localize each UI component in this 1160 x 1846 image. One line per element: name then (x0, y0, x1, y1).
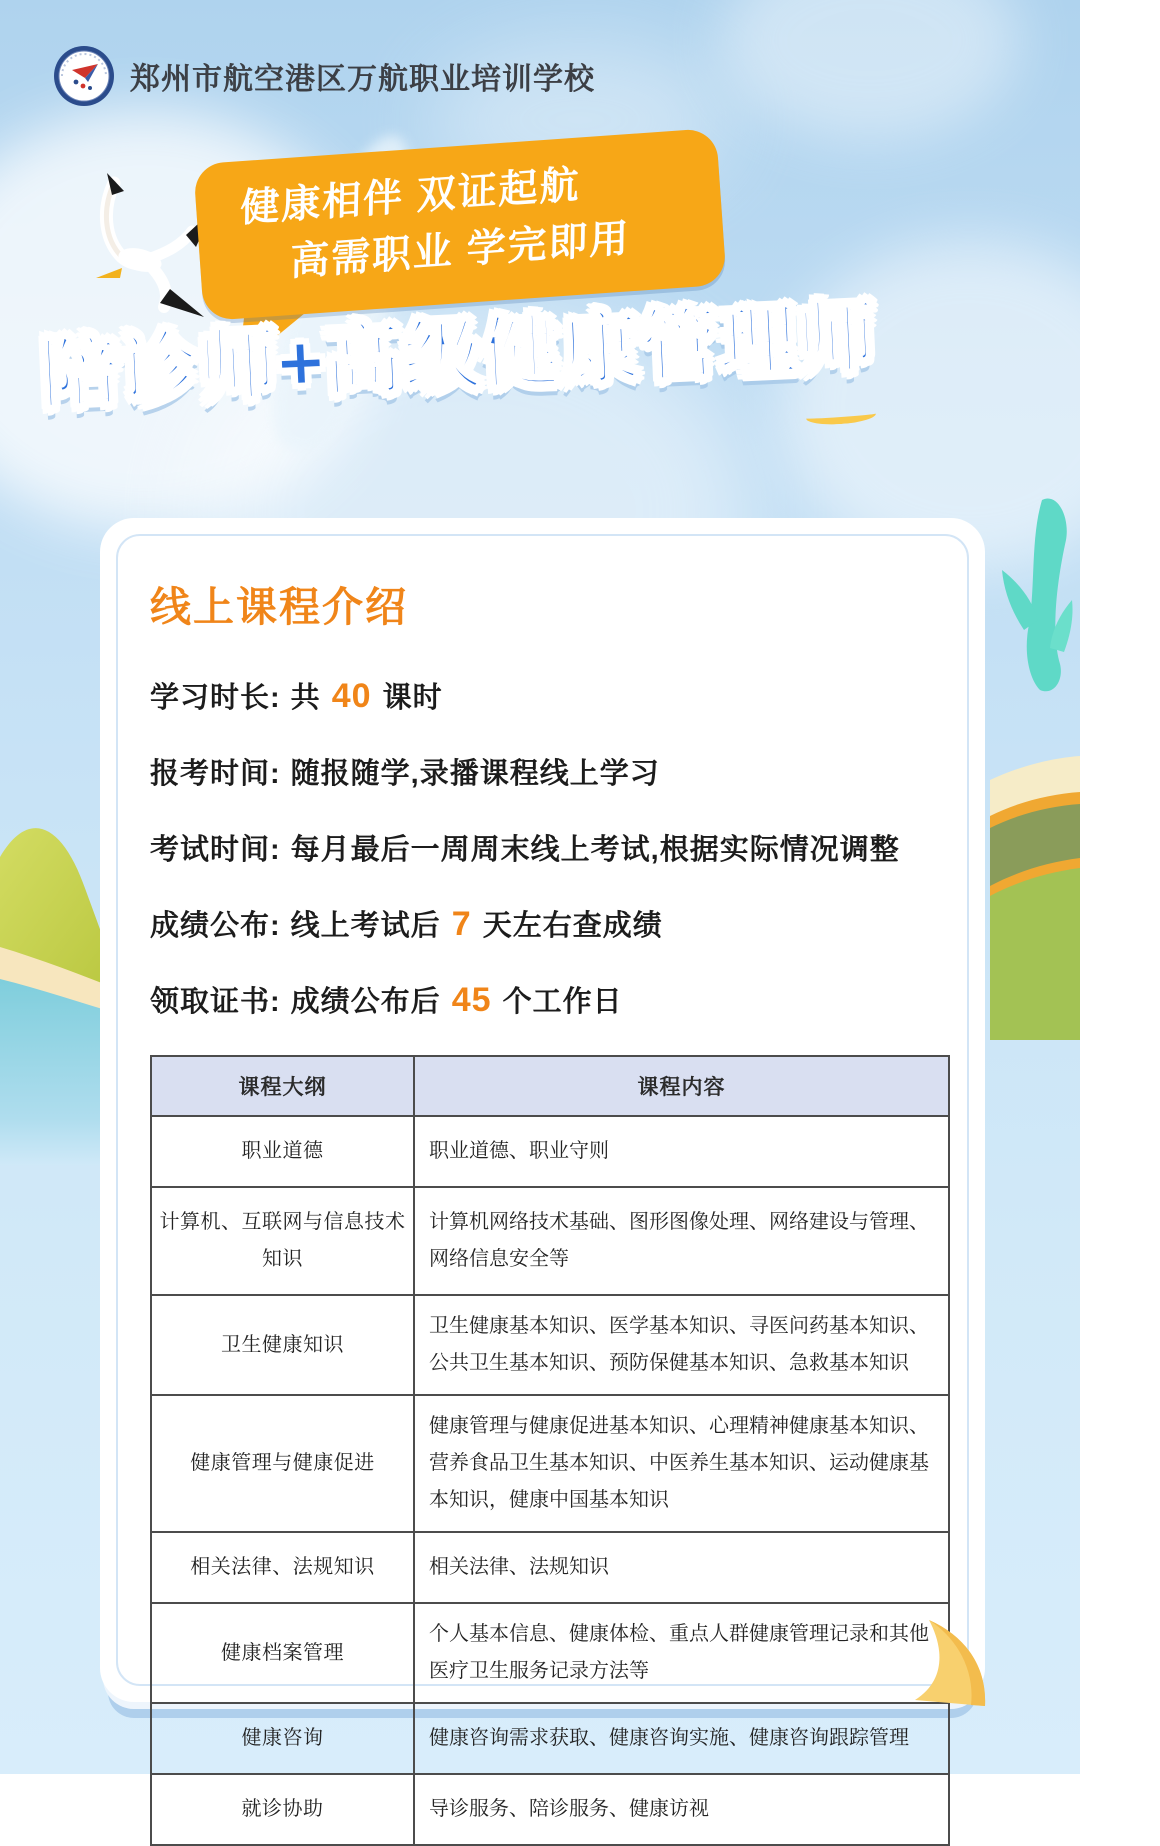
section-title: 线上课程介绍 (150, 584, 408, 630)
page-curl-decoration (913, 1618, 999, 1710)
table-row (151, 1603, 949, 1703)
school-logo-icon (52, 44, 116, 108)
course-info-card (100, 518, 985, 1820)
table-header-cell: 课程内容 (414, 1056, 949, 1116)
highlight-number: 45 (451, 981, 492, 1019)
table-row (151, 1116, 949, 1187)
course-outline-cell: 健康咨询 (151, 1703, 414, 1774)
info-text: 天左右查成绩 (473, 910, 663, 942)
course-content-cell: 职业道德、职业守则 (414, 1116, 949, 1187)
school-name: 郑州市航空港区万航职业培训学校 (130, 63, 595, 96)
info-line (150, 827, 935, 868)
course-outline-cell: 相关法律、法规知识 (151, 1532, 414, 1603)
course-outline-cell: 计算机、互联网与信息技术知识 (151, 1187, 414, 1295)
table-header-row (151, 1056, 949, 1116)
info-text: 课时 (373, 682, 443, 714)
info-text: 随报随学,录播课程线上学习 (290, 758, 660, 790)
highlight-number: 7 (451, 905, 472, 943)
table-header-cell: 课程大纲 (151, 1056, 414, 1116)
course-content-cell: 健康管理与健康促进基本知识、心理精神健康基本知识、营养食品卫生基本知识、中医养生基本知识、运动健康基本知识，健康中国基本知识 (414, 1395, 949, 1532)
info-label: 报考时间: (150, 758, 281, 790)
info-content (291, 903, 663, 944)
table-row (151, 1395, 949, 1532)
right-plants-illustration (980, 480, 1080, 1040)
course-outline-cell: 卫生健康知识 (151, 1295, 414, 1395)
course-content-cell: 健康咨询需求获取、健康咨询实施、健康咨询跟踪管理 (414, 1703, 949, 1774)
course-content-cell: 导诊服务、陪诊服务、健康访视 (414, 1774, 949, 1845)
info-line (150, 675, 935, 716)
info-content (291, 751, 660, 792)
course-outline-cell: 健康档案管理 (151, 1603, 414, 1703)
course-table-head (151, 1056, 949, 1116)
table-row (151, 1774, 949, 1845)
table-row (151, 1295, 949, 1395)
info-text: 成绩公布后 (290, 986, 450, 1018)
course-content-cell: 相关法律、法规知识 (414, 1532, 949, 1603)
course-content-cell: 卫生健康基本知识、医学基本知识、寻医问药基本知识、公共卫生基本知识、预防保健基本知识、急救基本知识 (414, 1295, 949, 1395)
highlight-number: 40 (331, 677, 372, 715)
course-content-cell: 个人基本信息、健康体检、重点人群健康管理记录和其他医疗卫生服务记录方法等 (414, 1603, 949, 1703)
info-text: 个工作日 (493, 986, 623, 1018)
info-label: 成绩公布: (150, 910, 281, 942)
info-text: 每月最后一周周末线上考试,根据实际情况调整 (290, 834, 900, 866)
info-line (150, 751, 935, 792)
header (52, 44, 595, 108)
info-line (150, 903, 935, 944)
cloud (720, 0, 1020, 140)
course-outline-cell: 就诊协助 (151, 1774, 414, 1845)
info-content (291, 979, 623, 1020)
info-text: 共 (290, 682, 330, 714)
info-content (291, 675, 443, 716)
table-row (151, 1703, 949, 1774)
info-content (291, 827, 900, 868)
course-outline-cell: 健康管理与健康促进 (151, 1395, 414, 1532)
info-label: 领取证书: (150, 986, 281, 1018)
info-lines (150, 675, 935, 1020)
course-table (150, 1055, 950, 1846)
table-row (151, 1187, 949, 1295)
course-outline-cell: 职业道德 (151, 1116, 414, 1187)
slogan-line-1: 健康相伴 双证起航 (240, 163, 581, 231)
info-label: 学习时长: (150, 682, 281, 714)
slogan-line-2: 高需职业 学完即用 (289, 216, 631, 284)
info-label: 考试时间: (150, 834, 281, 866)
course-content-cell: 计算机网络技术基础、图形图像处理、网络建设与管理、网络信息安全等 (414, 1187, 949, 1295)
info-line (150, 979, 935, 1020)
card-content (100, 518, 985, 1820)
course-title: 陪诊师+高级健康管理师 (38, 291, 879, 419)
course-table-body (151, 1116, 949, 1845)
info-text: 线上考试后 (290, 910, 450, 942)
table-row (151, 1532, 949, 1603)
